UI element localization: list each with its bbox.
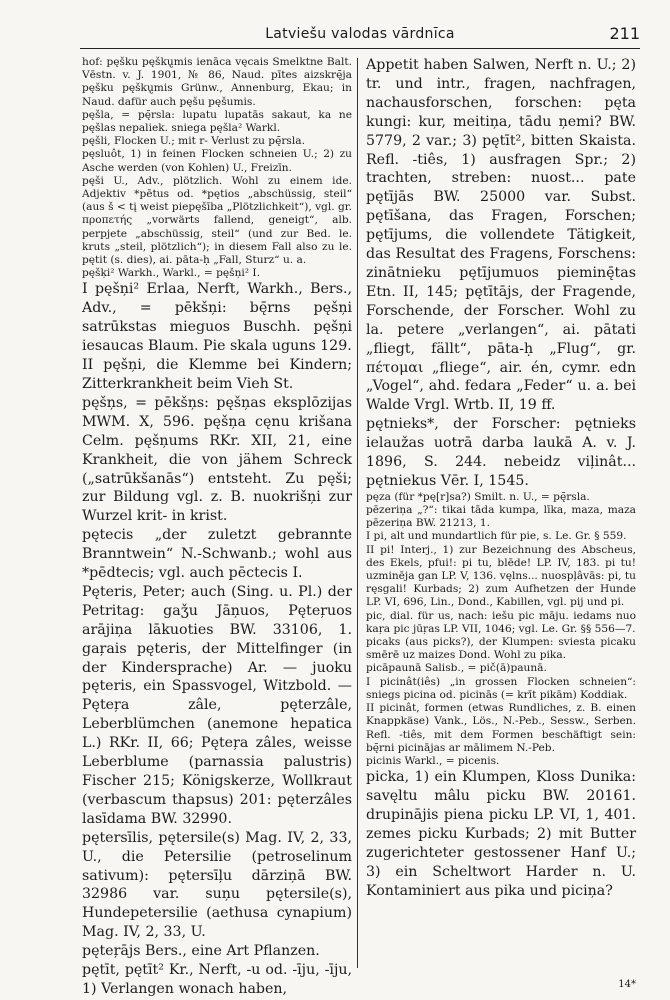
dictionary-entry: picka, 1) ein Klumpen, Kloss Dunika: savęltu mâlu picku BW. 20161. drupinājis piena picku LP. VI, 1, 401. zemes picku Kurbads; 2) mit Butter zugerichteter gestossener Hanf U.; 3) ein Scheltwort Harder n. U. Kontaminiert aus pika und piciņa? bbox=[366, 769, 636, 899]
dictionary-entry: pęsluôt, 1) in feinen Flocken schneien U.; 2) zu Asche werden (von Kohlen) U., Freizīn. bbox=[82, 148, 352, 174]
dictionary-entry: pęšņs, = pēkšņs: pęšņas eksplōzijas MWM. X, 596. pęšņa cęnu krišana Celm. pęšņums RKr. XII, 21, eine Krankheit, die von jähem Schreck („satrūkšanās“) entsteht. Zu pęši; zur Bildung vgl. z. B. nuokrišņi zur Wurzel krit- in krist. bbox=[82, 394, 352, 525]
printer-signature: 14* bbox=[618, 979, 636, 990]
dictionary-entry: pęza (für *pę[r]sa?) Smilt. n. U., = pę̄rsla. bbox=[366, 490, 590, 503]
dictionary-entry: pęšla, = pę̄rsla: lupatu lupatās sakaut, ka ne pęšlas nepaliek. sniega pęšla² Warkl. bbox=[82, 108, 352, 135]
dictionary-entry: pętnieks*, der Forscher: pętnieks ielaužas uotrā darba laukā A. v. J. 1896, S. 244. nebeidz viļinât... pętniekus Vēr. I, 1545. bbox=[366, 416, 636, 489]
dictionary-entry: pęšķi² Warkh., Warkl., = pęšņi² I. bbox=[82, 267, 260, 280]
dictionary-entry: II picinât, formen (etwas Rundliches, z. B. einen Knappkäse) Vank., Lös., N.-Peb., Sessw., Serben. Refl. -tiês, mit dem Formen beschäftigt sein: bę̄rni picinājas ar mālimem N.-Peb. bbox=[366, 702, 636, 754]
dictionary-entry: pęšli, Flocken U.; mit r- Verlust zu pę̄rsla. bbox=[82, 135, 305, 148]
header-title: Latviešu valodas vārdnīca bbox=[265, 26, 455, 42]
dictionary-entry: II pi! Interj., 1) zur Bezeichnung des Abscheus, des Ekels, pfui!: pi tu, blēde! LP. IV, 183. pi tu! uzminēja gan LP. V, 136. vęlns... nuospļâvās: pi, tu ręsgali! Kurbads; 2) zum Aufhetzen der Hunde LP. VI, 696, Lin., Dond., Kabillen, vgl. pij und pi. bbox=[366, 543, 636, 609]
dictionary-entry: I pi, alt und mundartlich für pie, s. Le. Gr. § 559. bbox=[366, 530, 627, 543]
dictionary-entry: pęši U., Adv., plötzlich. Wohl zu einem ide. Adjektiv *pētus od. *pętios „abschüssig, steil“ (aus š < tį weist piepęšība „Plötzlichkeit“), vgl. gr. προπετής „vorwärts fallend, geneigt“, alb. perpjete „abschüssig, steil“ (und zur Bed. le. kruts „steil, plötzlich“); in diesem Fall also zu le. pętit (s. dies), ai. pāta-ḥ „Fall, Sturz“ u. a. bbox=[82, 174, 353, 267]
dictionary-entry: Pęteris, Peter; auch (Sing. u. Pl.) der Petritag: gaǯu Jāņuos, Pęteŗuos arājiņa lākuoties BW. 33106, 1. gaŗais pęteris, der Mittelfinger (in der Kindersprache) Ar. — juoku pęteris, ein Spassvogel, Witzbold. — Pęteŗa zâle, pęterzâle, Leberblümchen (anemone hepatica L.) RKr. II, 66; Pęteŗa zâles, weisse Leberblume (parnassia palustris) Fischer 215; Königskerze, Wollkraut (verbascum thapsus) 201: pęterzâles lasīdama BW. 32990. bbox=[82, 583, 352, 827]
dictionary-entry: pēzeriņa „?“: tikai tāda kumpa, līka, maza, maza pēzeriņa BW. 21213, 1. bbox=[366, 504, 636, 530]
running-header bbox=[80, 18, 640, 49]
dictionary-entry: pic, dial. für us, nach: iešu pic māju. iedams nuo kaŗa pic jūŗas LP. VII, 1046; vgl. Le. Gr. §§ 556—7. bbox=[366, 609, 636, 635]
right-column bbox=[366, 56, 636, 968]
dictionary-entry: pętecis „der zuletzt gebrannte Branntwein“ N.-Schwanb.; wohl aus *pēdtecis; vgl. auch pēctecis I. bbox=[82, 527, 352, 582]
dictionary-entry: hof: pęšku pęšku̢mis ienāca vęcais Smelktne Balt. Vēstn. v. J. 1901, № 86, Naud. pītes aizskrę̄ja pęšku pęšku̢mis Grünw., Annenburg, Ekau; in Naud. dafür auch pęšu pęšumis. bbox=[82, 56, 352, 108]
dictionary-entry: II pęšņi, die Klemme bei Kindern; Zitterkrankheit beim Vieh St. bbox=[82, 357, 352, 392]
dictionary-entry: picāpaunā Salisb., = pič(ā)paunā. bbox=[366, 662, 547, 675]
column-divider bbox=[357, 58, 358, 968]
dictionary-entry: pętersīlis, pętersile(s) Mag. IV, 2, 33, U., die Petersilie (petroselinum sativum): pętersīļu dārziņā BW. 32986 var. suņu pętersile(s), Hundepetersilie (aethusa cynapium) Mag. IV, 2, 33, U. bbox=[82, 829, 352, 941]
dictionary-entry: picinis Warkl., = picenis. bbox=[366, 754, 500, 767]
page-number: 211 bbox=[609, 24, 640, 43]
left-column bbox=[82, 56, 353, 997]
dictionary-entry: I picinât(iês) „in grossen Flocken schneien“: sniegs picina od. picinās (= krīt pikām) Koddiak. bbox=[366, 675, 636, 701]
dictionary-entry: I pęšņi² Erlaa, Nerft, Warkh., Bers., Adv., = pēkšņi: bę̄rns pęšņi satrūkstas mieguos Buschh. pęšņi iesaucas Blaum. Pie skala uguns 129. bbox=[82, 281, 352, 355]
dictionary-entry: pęteŗājs Bers., eine Art Pflanzen. bbox=[82, 943, 320, 960]
dictionary-entry: picaks (aus picks?), der Klumpen: sviesta picaku smērē uz maizes Dond. Wohl zu pika. bbox=[366, 636, 636, 662]
dictionary-entry: pętīt, pętīt² Kr., Nerft, -u od. -īju, -īju, 1) Verlangen wonach haben, bbox=[82, 962, 352, 997]
dictionary-entry: Appetit haben Salwen, Nerft n. U.; 2) tr. und intr., fragen, nachfragen, nachausforschen, forschen: pęta kungi: kur, meitiņa, tādu ņemi? BW. 5779, 2 var.; 3) pętīt², bitten Skaista. Refl. -tiês, 1) ausfragen Spr.; 2) trachten, streben: nuost... pate pętījās BW. 25000 var. Subst. pętīšana, das Fragen, Forschen; pętījums, die vollendete Tätigkeit, das Resultat des Fragens, Forschens: zinātnieku pętījumuos pieminę̄tas Etn. II, 145; pętītājs, der Fragende, Forschende, der Forscher. Wohl zu la. petere „verlangen“, ai. pātati „fliegt, fällt“, pāta-ḥ „Flug“, gr. πέτομαι „fliege“, air. én, cymr. edn „Vogel“, ahd. fedara „Feder“ u. a. bei Walde Vrgl. Wrtb. II, 19 ff. bbox=[366, 57, 636, 414]
